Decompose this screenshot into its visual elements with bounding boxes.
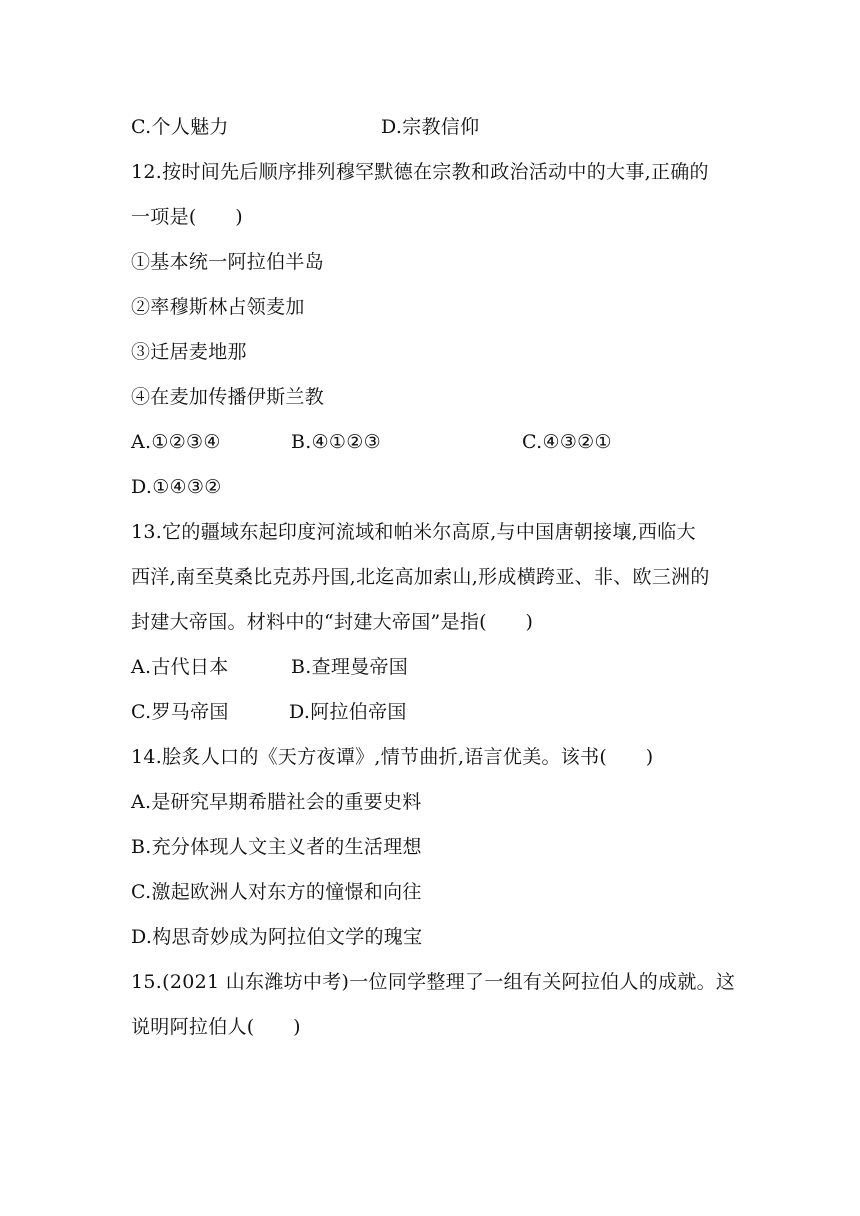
q12-option-b: B.④①②③ xyxy=(291,431,381,453)
q14-option-a: A.是研究早期希腊社会的重要史料 xyxy=(131,791,422,813)
q13-options-ab xyxy=(131,654,731,680)
q13-stem-line2: 西洋,南至莫桑比克苏丹国,北迄高加索山,形成横跨亚、非、欧三洲的 xyxy=(131,566,710,588)
q13-option-d: D.阿拉伯帝国 xyxy=(289,701,407,723)
q14-option-b: B.充分体现人文主义者的生活理想 xyxy=(131,836,422,858)
q13-option-a: A.古代日本 xyxy=(131,656,229,678)
q14-option-d: D.构思奇妙成为阿拉伯文学的瑰宝 xyxy=(131,926,423,948)
q15-stem-line2: 说明阿拉伯人( ) xyxy=(131,1016,301,1038)
q11-options-cd xyxy=(131,114,731,140)
q13-options-cd xyxy=(131,699,731,725)
q13-option-c: C.罗马帝国 xyxy=(131,701,229,723)
q12-item-3: ③迁居麦地那 xyxy=(131,341,247,363)
q14-option-c: C.激起欧洲人对东方的憧憬和向往 xyxy=(131,881,422,903)
q13-stem-line3: 封建大帝国。材料中的“封建大帝国”是指( ) xyxy=(131,611,534,633)
q13-stem-line1: 13.它的疆域东起印度河流域和帕米尔高原,与中国唐朝接壤,西临大 xyxy=(131,521,696,543)
q12-item-1: ①基本统一阿拉伯半岛 xyxy=(131,251,325,273)
q13-option-b: B.查理曼帝国 xyxy=(291,656,409,678)
q12-option-c: C.④③②① xyxy=(522,431,612,453)
q12-stem-line1: 12.按时间先后顺序排列穆罕默德在宗教和政治活动中的大事,正确的 xyxy=(131,161,709,183)
q12-stem-line2: 一项是( ) xyxy=(131,206,243,228)
q14-stem: 14.脍炙人口的《天方夜谭》,情节曲折,语言优美。该书( ) xyxy=(131,746,654,768)
q11-option-d: D.宗教信仰 xyxy=(381,116,480,138)
q11-option-c: C.个人魅力 xyxy=(131,116,229,138)
q15-stem-line1: 15.(2021 山东潍坊中考)一位同学整理了一组有关阿拉伯人的成就。这 xyxy=(131,971,736,993)
q12-option-d: D.①④③② xyxy=(131,476,222,498)
q12-item-4: ④在麦加传播伊斯兰教 xyxy=(131,386,325,408)
q12-item-2: ②率穆斯林占领麦加 xyxy=(131,296,305,318)
q12-option-a: A.①②③④ xyxy=(131,431,221,453)
q12-options-abc xyxy=(131,429,731,455)
